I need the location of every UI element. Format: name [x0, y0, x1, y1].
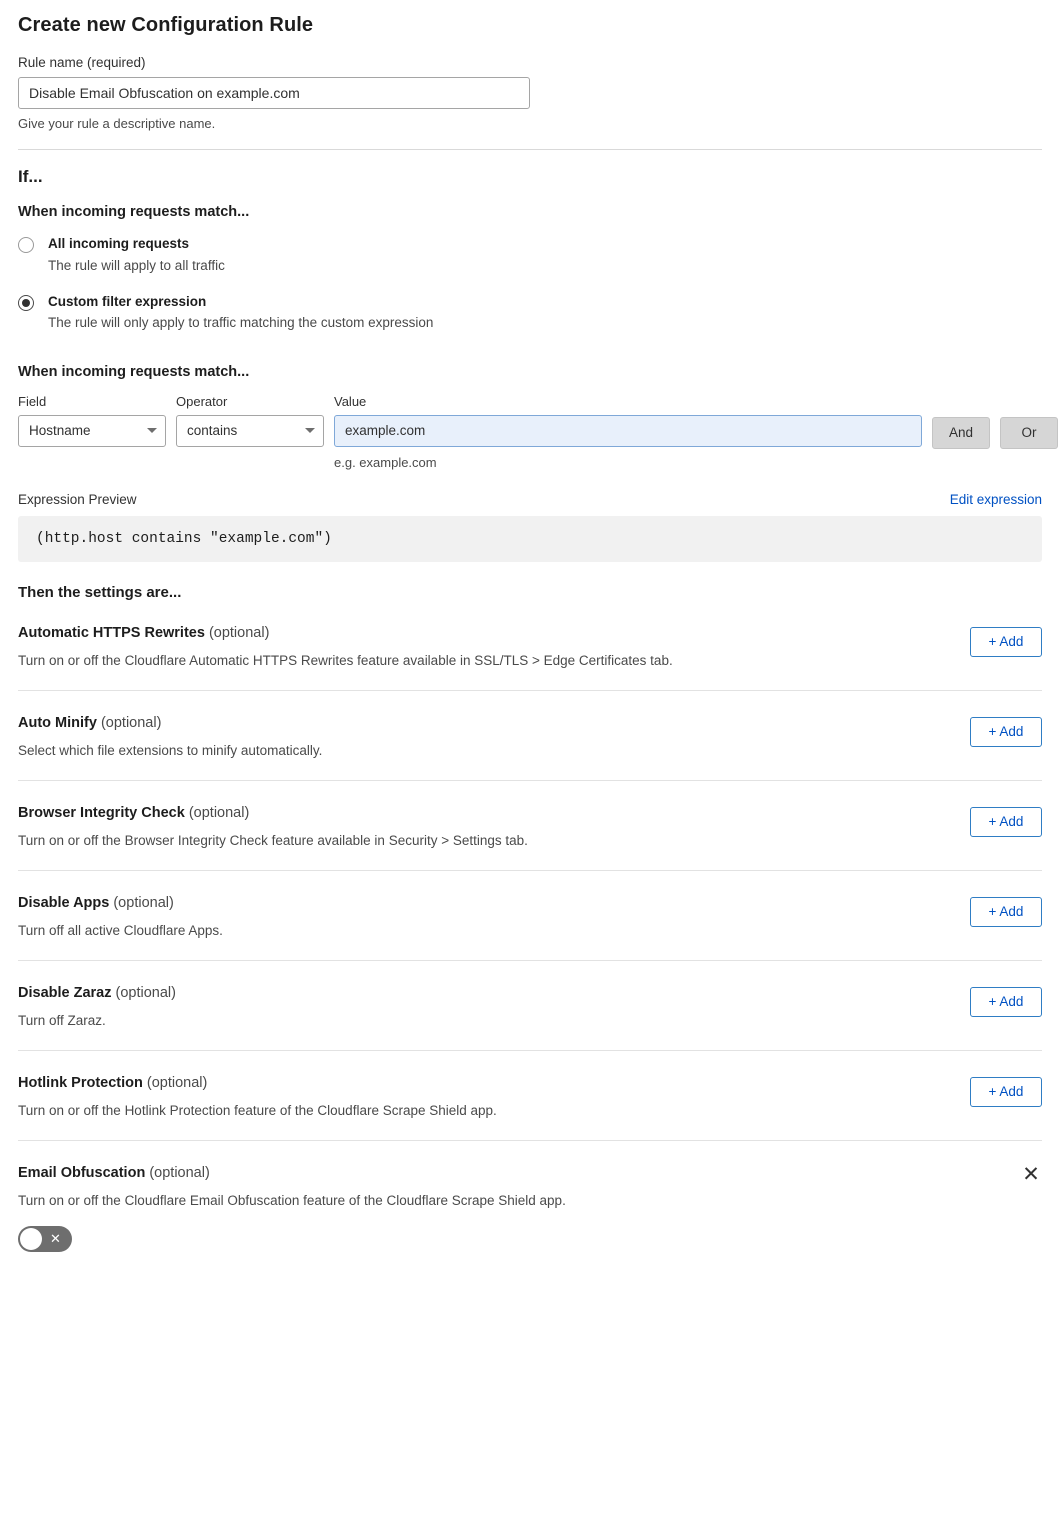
setting-title-text: Hotlink Protection	[18, 1074, 143, 1091]
setting-info	[18, 1075, 497, 1118]
radio-selected-icon[interactable]	[18, 295, 34, 311]
setting-info	[18, 715, 322, 758]
value-column	[334, 394, 922, 470]
chevron-down-icon	[305, 428, 315, 433]
radio-option-text	[48, 292, 433, 334]
rule-name-label: Rule name (required)	[18, 55, 146, 70]
radio-option-title: Custom filter expression	[48, 293, 207, 309]
expression-builder	[18, 394, 1042, 470]
add-setting-button[interactable]: + Add	[970, 717, 1042, 747]
expression-preview-header	[18, 492, 1042, 507]
or-button[interactable]: Or	[1000, 417, 1058, 449]
setting-description: Turn off Zaraz.	[18, 1012, 106, 1028]
toggle-off-icon: ✕	[50, 1231, 61, 1247]
and-button-wrap	[932, 417, 990, 449]
setting-title	[18, 895, 223, 911]
radio-option-text	[48, 234, 225, 276]
setting-description: Turn on or off the Cloudflare Email Obfuscation feature of the Cloudflare Scrape Shield app.	[18, 1192, 566, 1208]
close-icon[interactable]: ✕	[1022, 1162, 1040, 1186]
setting-title-text: Auto Minify	[18, 714, 97, 731]
setting-optional-text: (optional)	[142, 1074, 208, 1091]
setting-optional-text: (optional)	[145, 1164, 210, 1181]
divider	[18, 149, 1042, 150]
operator-select-value[interactable]: contains	[176, 415, 324, 447]
setting-row	[18, 961, 1042, 1051]
radio-option-desc: The rule will apply to all traffic	[48, 257, 225, 273]
setting-optional-text: (optional)	[204, 624, 270, 641]
value-label: Value	[334, 393, 367, 409]
field-select[interactable]	[18, 415, 166, 447]
email-obfuscation-toggle[interactable]	[18, 1226, 72, 1252]
setting-row	[18, 781, 1042, 871]
builder-heading: When incoming requests match...	[18, 363, 250, 380]
rule-name-input[interactable]	[18, 77, 530, 109]
radio-option-all-requests[interactable]	[18, 234, 1042, 276]
field-label: Field	[18, 393, 47, 409]
radio-icon[interactable]	[18, 237, 34, 253]
setting-title-text: Email Obfuscation	[18, 1164, 146, 1181]
operator-column	[176, 394, 324, 447]
setting-description: Select which file extensions to minify automatically.	[18, 742, 323, 758]
setting-info	[18, 1165, 566, 1252]
setting-title	[18, 1165, 566, 1181]
radio-option-custom-filter[interactable]	[18, 292, 1042, 334]
setting-row	[18, 871, 1042, 961]
setting-optional-text: (optional)	[184, 804, 250, 821]
operator-label: Operator	[176, 393, 228, 409]
setting-title-text: Browser Integrity Check	[18, 804, 185, 821]
radio-option-title: All incoming requests	[48, 236, 190, 251]
setting-description: Turn on or off the Cloudflare Automatic HTTPS Rewrites feature available in SSL/TLS > Edge Certificates tab.	[18, 652, 673, 668]
setting-optional-text: (optional)	[96, 714, 162, 731]
setting-title-text: Automatic HTTPS Rewrites	[18, 624, 205, 641]
chevron-down-icon	[147, 428, 157, 433]
add-setting-button[interactable]: + Add	[970, 897, 1042, 927]
setting-info	[18, 805, 528, 848]
setting-info	[18, 895, 223, 938]
setting-title	[18, 805, 528, 821]
rule-name-group	[18, 55, 1042, 131]
field-select-value[interactable]: Hostname	[18, 415, 166, 447]
if-section-heading: If...	[18, 167, 43, 186]
setting-optional-text: (optional)	[109, 894, 174, 911]
setting-row	[18, 601, 1042, 691]
setting-title	[18, 985, 176, 1001]
field-column	[18, 394, 166, 447]
page-title: Create new Configuration Rule	[18, 14, 314, 36]
value-input[interactable]	[334, 415, 922, 447]
setting-row-email-obfuscation	[18, 1141, 1042, 1274]
edit-expression-link[interactable]: Edit expression	[949, 491, 1042, 507]
match-heading: When incoming requests match...	[18, 204, 250, 220]
setting-title	[18, 1075, 497, 1091]
add-setting-button[interactable]: + Add	[970, 1077, 1042, 1107]
setting-info	[18, 985, 176, 1028]
setting-description: Turn on or off the Hotlink Protection feature of the Cloudflare Scrape Shield app.	[18, 1102, 497, 1118]
setting-description: Turn on or off the Browser Integrity Check feature available in Security > Settings tab.	[18, 832, 528, 848]
rule-name-help: Give your rule a descriptive name.	[18, 116, 216, 131]
setting-description: Turn off all active Cloudflare Apps.	[18, 922, 223, 938]
setting-row	[18, 1051, 1042, 1141]
or-button-wrap	[1000, 417, 1058, 449]
and-button[interactable]: And	[932, 417, 990, 449]
expression-preview-box: (http.host contains "example.com")	[18, 516, 1042, 562]
setting-optional-text: (optional)	[111, 984, 176, 1001]
then-section-heading: Then the settings are...	[18, 583, 182, 601]
toggle-knob	[20, 1228, 42, 1250]
add-setting-button[interactable]: + Add	[970, 807, 1042, 837]
expression-preview-label: Expression Preview	[18, 491, 137, 507]
setting-title	[18, 715, 322, 731]
value-hint: e.g. example.com	[334, 454, 437, 470]
setting-title-text: Disable Apps	[18, 894, 110, 911]
operator-select[interactable]	[176, 415, 324, 447]
setting-info	[18, 625, 673, 668]
radio-option-desc: The rule will only apply to traffic matching the custom expression	[48, 315, 434, 331]
setting-row	[18, 691, 1042, 781]
add-setting-button[interactable]: + Add	[970, 627, 1042, 657]
add-setting-button[interactable]: + Add	[970, 987, 1042, 1017]
setting-title	[18, 625, 673, 641]
setting-title-text: Disable Zaraz	[18, 984, 112, 1001]
